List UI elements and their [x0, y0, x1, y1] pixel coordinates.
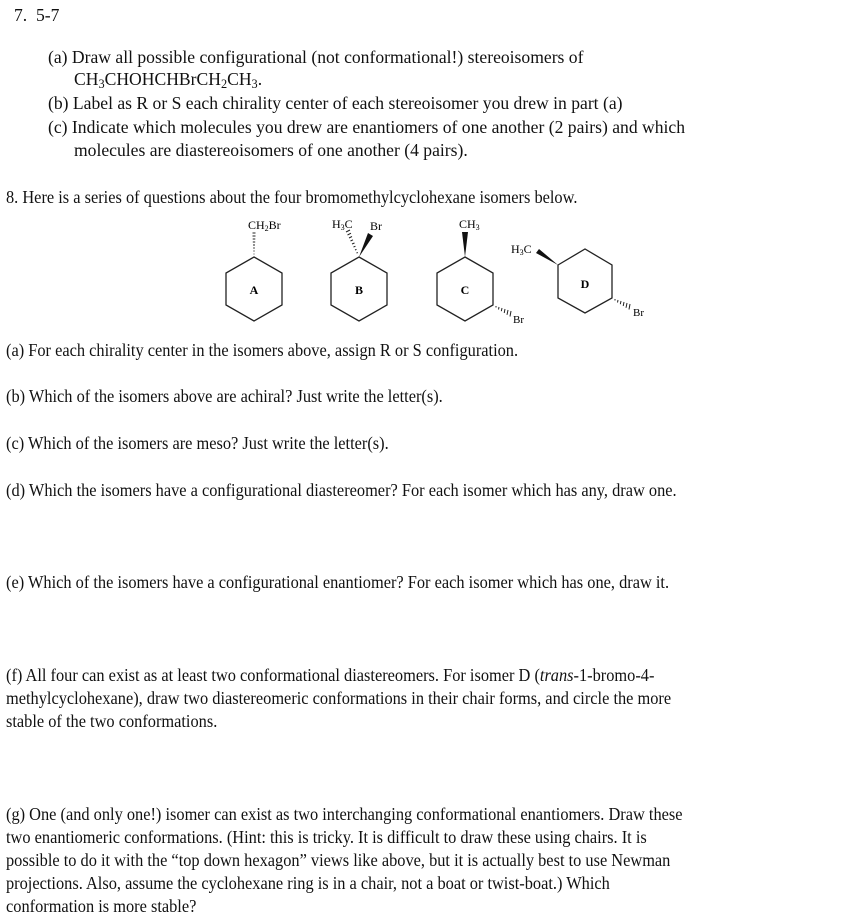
structure-d	[511, 242, 644, 319]
q7-part-c-line2	[48, 139, 468, 161]
structure-c	[437, 217, 524, 326]
struct-b-h3c: H3C	[332, 217, 353, 232]
q8-f-text: (f) All four can exist as at least two conformational diastereomers. For isomer D (	[6, 665, 540, 685]
q7-formula	[48, 68, 262, 90]
struct-a-substituent: CH2Br	[248, 218, 281, 233]
solid-wedge-icon	[359, 233, 373, 257]
q8-part-c: (c) Which of the isomers are meso? Just write the letter(s).	[6, 433, 389, 453]
q8-part-g-line4: projections. Also, assume the cyclohexane ring is in a chair, not a boat or twist-boat.) Which	[6, 873, 610, 893]
formula-part: CHOHCHBrCH	[104, 69, 221, 89]
struct-c-label: C	[460, 283, 470, 297]
q8-part-f-line1	[6, 664, 654, 686]
struct-c-br: Br	[513, 314, 524, 326]
q7-part-c-line1: (c) Indicate which molecules you drew are enantiomers of one another (2 pairs) and which	[48, 117, 686, 137]
solid-wedge-icon	[536, 249, 558, 265]
struct-b-label: B	[354, 283, 364, 297]
question-7-number: 7.	[14, 5, 28, 25]
q8-part-f-line3: stable of the two conformations.	[6, 711, 218, 731]
structure-b	[331, 217, 387, 321]
formula-sub: 2	[220, 77, 228, 91]
solid-wedge-icon	[462, 232, 468, 257]
q8-f-text: -1-bromo-4-	[573, 665, 655, 685]
hashed-wedge-icon	[253, 233, 256, 254]
structure-a	[226, 218, 282, 321]
question-7-header	[14, 4, 59, 26]
formula-sub: 3	[251, 77, 258, 91]
struct-a-label: A	[249, 283, 259, 297]
q8-part-e: (e) Which of the isomers have a configurational enantiomer? For each isomer which has one, draw it.	[6, 572, 670, 592]
q8-part-a: (a) For each chirality center in the isomers above, assign R or S configuration.	[6, 340, 519, 360]
q8-part-f-line2: methylcyclohexane), draw two diastereomeric conformations in their chair forms, and circle the more	[6, 688, 672, 708]
formula-part: CH	[227, 69, 252, 89]
struct-c-ch3: CH3	[459, 217, 480, 232]
q8-part-g-line3: possible to do it with the “top down hexagon” views like above, but it is actually best to use Newman	[6, 850, 671, 870]
q8-part-g-line1: (g) One (and only one!) isomer can exist as two interchanging conformational enantiomers. Draw these	[6, 804, 683, 824]
struct-b-br: Br	[370, 219, 382, 233]
hashed-wedge-icon	[496, 306, 511, 317]
formula-part: .	[257, 69, 263, 89]
q8-part-g-line2: two enantiomeric conformations. (Hint: this is tricky. It is difficult to draw these using chairs. It is	[6, 827, 647, 847]
struct-d-label: D	[580, 277, 590, 291]
struct-d-h3c: H3C	[511, 242, 532, 257]
q8-part-g-line5: conformation is more stable?	[6, 896, 197, 916]
q7-part-c-line2-text: molecules are diastereoisomers of one another (4 pairs).	[74, 140, 468, 160]
question-8-intro: 8. Here is a series of questions about the four bromomethylcyclohexane isomers below.	[6, 187, 578, 207]
struct-d-br: Br	[633, 307, 644, 319]
q7-part-a: (a) Draw all possible configurational (not conformational!) stereoisomers of	[48, 47, 584, 67]
hashed-wedge-icon	[615, 299, 630, 310]
hashed-wedge-icon	[346, 230, 358, 253]
q8-part-b: (b) Which of the isomers above are achiral? Just write the letter(s).	[6, 386, 443, 406]
q7-part-b: (b) Label as R or S each chirality center of each stereoisomer you drew in part (a)	[48, 93, 623, 113]
question-7-title: 5-7	[36, 5, 60, 25]
formula-sub: 3	[98, 77, 105, 91]
formula-part: CH	[74, 69, 99, 89]
isomer-structures	[0, 210, 850, 330]
q8-part-d: (d) Which the isomers have a configurational diastereomer? For each isomer which has any, draw one.	[6, 480, 677, 500]
q8-f-trans: trans	[539, 665, 574, 685]
